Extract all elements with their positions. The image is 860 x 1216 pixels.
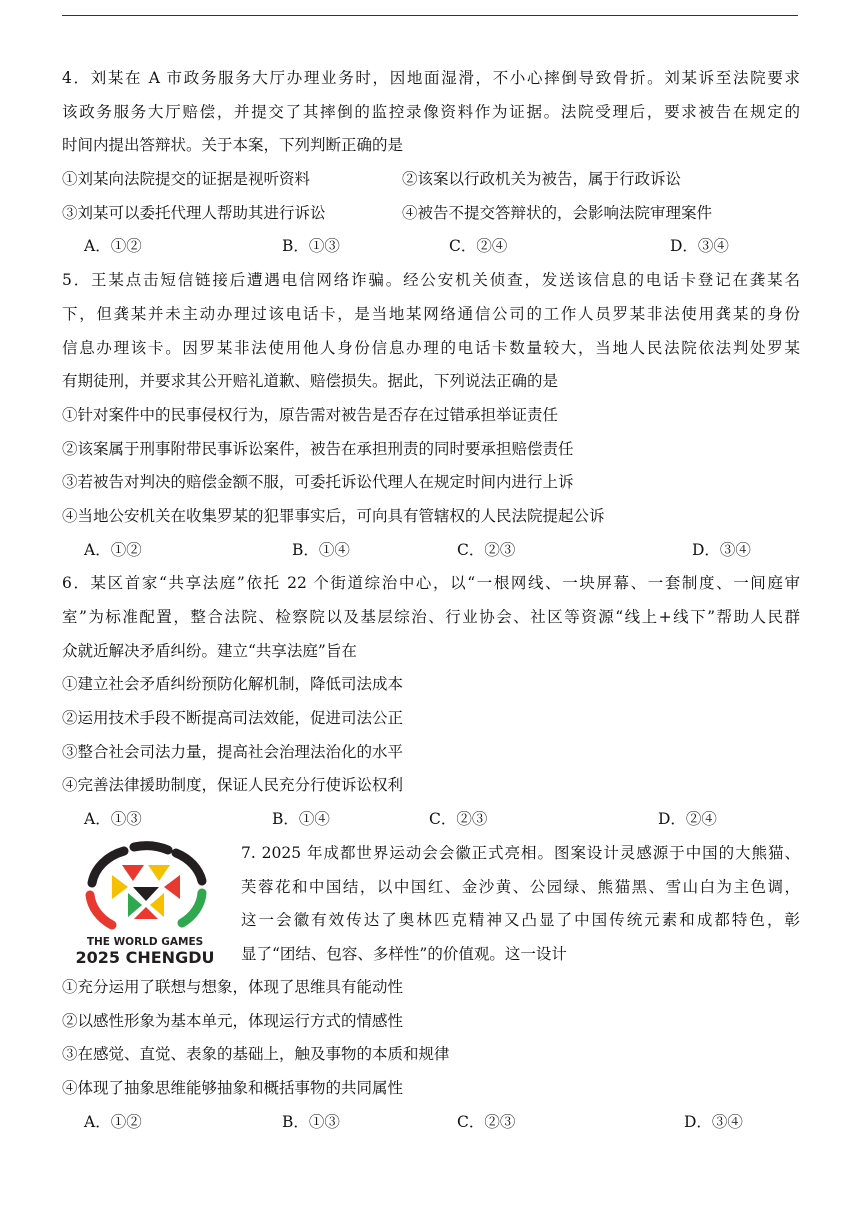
statement-1: ①针对案件中的民事侵权行为，原告需对被告是否存在过错承担举证责任 [62, 405, 559, 424]
logo-knot-piece [133, 887, 159, 901]
logo-ring-arc [90, 895, 112, 925]
world-games-logo-image [72, 841, 218, 967]
option-c[interactable]: C．②③ [457, 1112, 516, 1131]
option-b[interactable]: B．①③ [282, 237, 340, 256]
option-a[interactable]: A．①③ [84, 810, 142, 829]
logo-knot-piece [112, 875, 128, 899]
question-stem-line: 室”为标准配置，整合法院、检察院以及基层综治、行业协会、社区等资源“线上+线下”帮助人民群 [62, 608, 800, 626]
question-stem-line: 该政务服务大厅赔偿，并提交了其摔倒的监控录像资料作为证据。法院受理后，要求被告在规定的 [62, 102, 800, 121]
statement-1: ①充分运用了联想与想象，体现了思维具有能动性 [62, 977, 404, 996]
question-stem-line: 芙蓉花和中国结，以中国红、金沙黄、公园绿、熊猫黑、雪山白为主色调， [241, 877, 800, 896]
option-d[interactable]: D．③④ [684, 1112, 743, 1131]
statement-row [62, 197, 800, 231]
question-stem-line: 众就近解决矛盾纠纷。建立“共享法庭”旨在 [62, 641, 357, 660]
header-rule [62, 15, 798, 16]
statement-4: ④当地公安机关在收集罗某的犯罪事实后，可向具有管辖权的人民法院提起公诉 [62, 506, 605, 525]
question-6 [62, 567, 800, 837]
option-d[interactable]: D．③④ [692, 540, 751, 559]
statement-2: ②该案以行政机关为被告，属于行政诉讼 [402, 170, 682, 189]
statement-1: ①刘某向法院提交的证据是视听资料 [62, 170, 311, 189]
option-b[interactable]: B．①④ [292, 540, 350, 559]
logo-wordmark-line2: 2025 CHENGDU [75, 947, 215, 967]
option-a[interactable]: A．①② [84, 237, 142, 256]
statement-row [62, 163, 800, 197]
question-stem-line: 5．王某点击短信链接后遭遇电信网络诈骗。经公安机关侦查，发送该信息的电话卡登记在龚某名 [62, 271, 800, 290]
logo-knot-piece [164, 875, 180, 899]
statement-2: ②运用技术手段不断提高司法效能，促进司法公正 [62, 709, 404, 728]
question-7-header [62, 837, 800, 971]
question-stem-line: 这一会徽有效传达了奥林匹克精神又凸显了中国传统元素和成都特色，彰 [241, 911, 800, 930]
option-a[interactable]: A．①② [84, 540, 142, 559]
statement-3: ③刘某可以委托代理人帮助其进行诉讼 [62, 203, 326, 222]
question-stem-line: 6．某区首家“共享法庭”依托 22 个街道综治中心，以“一根网线、一块屏幕、一套制度、一间庭审 [62, 574, 800, 593]
logo-knot-piece [134, 907, 158, 919]
question-stem-line: 下，但龚某并未主动办理过该电话卡，是当地某网络通信公司的工作人员罗某非法使用龚某的身份 [62, 304, 800, 323]
question-stem-line: 信息办理该卡。因罗某非法使用他人身份信息办理的电话卡数量较大，当地人民法院依法判处罗某 [62, 338, 800, 357]
statement-4: ④体现了抽象思维能够抽象和概括事物的共同属性 [62, 1078, 404, 1097]
option-b[interactable]: B．①③ [282, 1112, 340, 1131]
option-d[interactable]: D．②④ [658, 810, 717, 829]
question-5 [62, 264, 800, 567]
question-stem-line: 有期徒刑，并要求其公开赔礼道歉、赔偿损失。据此，下列说法正确的是 [62, 372, 559, 391]
logo-ring-arc [182, 893, 202, 923]
question-7-stem [241, 837, 800, 972]
question-7 [62, 837, 800, 1139]
logo-ring-arc [134, 845, 168, 849]
statement-2: ②以感性形象为基本单元，体现运行方式的情感性 [62, 1011, 404, 1030]
statement-4: ④被告不提交答辩状的，会影响法院审理案件 [402, 203, 713, 222]
logo-knot-piece [148, 865, 170, 881]
statement-2: ②该案属于刑事附带民事诉讼案件，被告在承担刑责的同时要承担赔偿责任 [62, 439, 574, 458]
logo-wordmark-line1: THE WORLD GAMES [86, 935, 204, 948]
answer-options [62, 230, 800, 264]
option-c[interactable]: C．②④ [449, 237, 508, 256]
option-c[interactable]: C．②③ [457, 540, 516, 559]
statement-3: ③整合社会司法力量，提高社会治理法治化的水平 [62, 742, 404, 761]
option-c[interactable]: C．②③ [429, 810, 488, 829]
statement-3: ③在感觉、直觉、表象的基础上，触及事物的本质和规律 [62, 1045, 450, 1064]
answer-options [62, 534, 800, 568]
logo-ring-arc [92, 851, 124, 883]
option-a[interactable]: A．①② [84, 1112, 142, 1131]
logo-knot-piece [122, 865, 144, 881]
option-b[interactable]: B．①④ [272, 810, 330, 829]
question-stem-line: 4．刘某在 A 市政务服务大厅办理业务时，因地面湿滑，不小心摔倒导致骨折。刘某诉至法院要求 [62, 69, 800, 87]
answer-options [62, 803, 800, 837]
question-stem-line: 显了“团结、包容、多样性”的价值观。这一设计 [241, 944, 567, 963]
question-stem-line: 7. 2025 年成都世界运动会会徽正式亮相。图案设计灵感源于中国的大熊猫、 [241, 843, 800, 862]
statement-1: ①建立社会矛盾纠纷预防化解机制，降低司法成本 [62, 675, 404, 694]
question-stem-line: 时间内提出答辩状。关于本案，下列判断正确的是 [62, 136, 404, 155]
answer-options [62, 1106, 800, 1140]
statement-4: ④完善法律援助制度，保证人民充分行使诉讼权利 [62, 776, 404, 795]
exam-page [62, 62, 800, 1139]
option-d[interactable]: D．③④ [670, 237, 729, 256]
question-4 [62, 62, 800, 264]
statement-3: ③若被告对判决的赔偿金额不服，可委托诉讼代理人在规定时间内进行上诉 [62, 473, 574, 492]
